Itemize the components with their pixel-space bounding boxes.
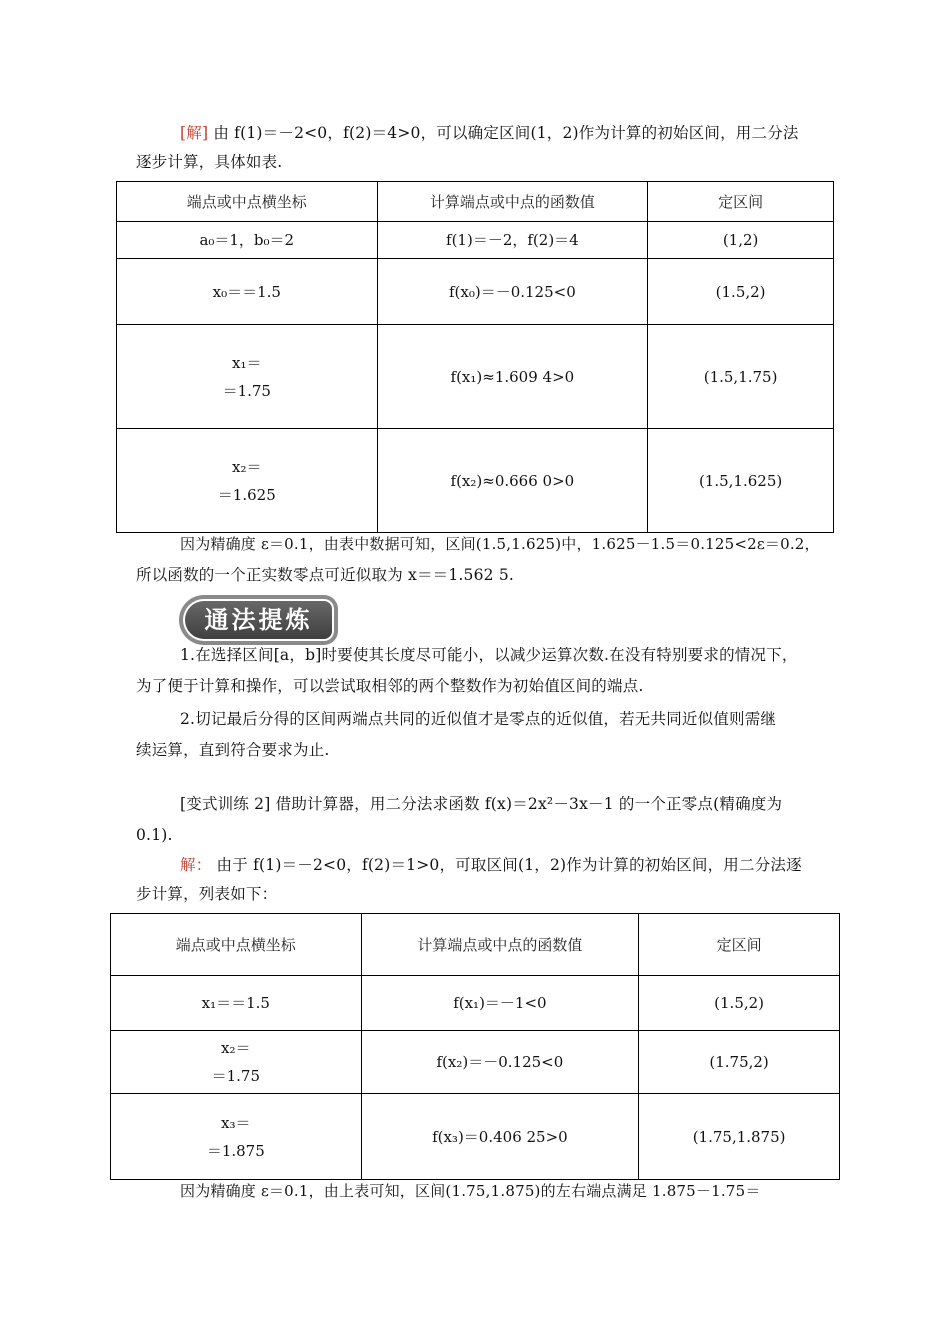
header-endpoint: 端点或中点横坐标 <box>117 182 378 222</box>
tip1-line2: 为了便于计算和操作，可以尝试取相邻的两个整数作为初始值区间的端点. <box>136 677 644 695</box>
cell-endpoint-line1: x₃＝ <box>221 1113 251 1132</box>
table-row <box>111 1094 840 1180</box>
cell-interval: (1.5,2) <box>648 259 834 325</box>
cell-endpoint-line1: x₂＝ <box>221 1039 251 1057</box>
bisection-table-2 <box>110 913 840 1180</box>
tip1-line1: 1.在选择区间[a，b]时要使其长度尽可能小，以减少运算次数.在没有特别要求的情况下， <box>180 646 798 664</box>
cell-interval: (1.5,1.75) <box>648 325 834 429</box>
cell-endpoint: x₁＝＝1.5 <box>111 976 362 1031</box>
exercise-label: [变式训练 2] <box>180 795 271 813</box>
table-row <box>117 325 834 429</box>
table-header-row <box>111 914 840 976</box>
header-interval: 定区间 <box>648 182 834 222</box>
cell-endpoint-line1: x₁＝ <box>232 353 262 372</box>
cell-endpoint-line1: x₂＝ <box>232 457 262 476</box>
solution1-line2: 逐步计算，具体如表. <box>136 153 283 171</box>
cell-function-value: f(1)＝－2，f(2)＝4 <box>377 222 648 259</box>
solution2-line1-text: 由于 f(1)＝－2<0，f(2)＝1>0，可取区间(1，2)作为计算的初始区间，用二分法逐 <box>216 856 802 874</box>
solution2-line2: 步计算，列表如下： <box>136 885 278 903</box>
cell-endpoint-line2: ＝1.75 <box>211 1067 260 1085</box>
bisection-table-1 <box>116 181 834 533</box>
conclusion1-line2: 所以函数的一个正实数零点可近似取为 x＝＝1.562 5. <box>136 566 515 584</box>
solution1-line1-text: 由 f(1)＝－2<0，f(2)＝4>0，可以确定区间(1，2)作为计算的初始区间，用二分法 <box>213 124 799 142</box>
solution1-line1 <box>180 119 840 148</box>
table-row <box>111 976 840 1031</box>
cell-endpoint-line2: ＝1.875 <box>206 1141 265 1160</box>
cell-function-value: f(x₁)≈1.609 4>0 <box>377 325 648 429</box>
table-row <box>111 1031 840 1094</box>
cell-function-value: f(x₃)＝0.406 25>0 <box>361 1094 639 1180</box>
tip2-line2: 续运算，直到符合要求为止. <box>136 741 330 759</box>
cell-endpoint-line2: ＝1.75 <box>222 381 271 400</box>
header-function-value: 计算端点或中点的函数值 <box>377 182 648 222</box>
header-function-value: 计算端点或中点的函数值 <box>361 914 639 976</box>
tip2-line1: 2.切记最后分得的区间两端点共同的近似值才是零点的近似值，若无共同近似值则需继 <box>180 710 777 728</box>
table-row <box>117 429 834 533</box>
cell-interval: (1.5,2) <box>639 976 840 1031</box>
cell-function-value: f(x₁)＝－1<0 <box>361 976 639 1031</box>
conclusion2-line1: 因为精确度 ε＝0.1，由上表可知，区间(1.75,1.875)的左右端点满足 1.875－1.75＝ <box>180 1182 761 1200</box>
cell-endpoint: a₀＝1，b₀＝2 <box>117 222 378 259</box>
cell-function-value: f(x₂)＝－0.125<0 <box>361 1031 639 1094</box>
solution2-line1 <box>180 851 840 880</box>
cell-interval: (1,2) <box>648 222 834 259</box>
cell-endpoint <box>117 429 378 533</box>
cell-interval: (1.75,2) <box>639 1031 840 1094</box>
exercise-line2: 0.1). <box>136 826 173 844</box>
table-row <box>117 259 834 325</box>
cell-function-value: f(x₂)≈0.666 0>0 <box>377 429 648 533</box>
cell-interval: (1.75,1.875) <box>639 1094 840 1180</box>
cell-endpoint <box>111 1094 362 1180</box>
conclusion1-line1: 因为精确度 ε＝0.1，由表中数据可知，区间(1.5,1.625)中，1.625－1.5＝0.125<2ε＝0.2， <box>180 535 820 553</box>
table-row <box>117 222 834 259</box>
solution1-label: [解] <box>180 124 209 142</box>
exercise-line1 <box>180 790 840 819</box>
cell-endpoint <box>111 1031 362 1094</box>
table-header-row <box>117 182 834 222</box>
cell-function-value: f(x₀)＝－0.125<0 <box>377 259 648 325</box>
cell-endpoint: x₀＝＝1.5 <box>117 259 378 325</box>
solution2-label: 解： <box>180 856 212 874</box>
method-summary-badge: 通法提炼 <box>183 599 334 641</box>
cell-endpoint <box>117 325 378 429</box>
cell-endpoint-line2: ＝1.625 <box>217 485 276 504</box>
exercise-line1-text: 借助计算器，用二分法求函数 f(x)＝2x²－3x－1 的一个正零点(精确度为 <box>275 795 783 813</box>
header-interval: 定区间 <box>639 914 840 976</box>
cell-interval: (1.5,1.625) <box>648 429 834 533</box>
header-endpoint: 端点或中点横坐标 <box>111 914 362 976</box>
